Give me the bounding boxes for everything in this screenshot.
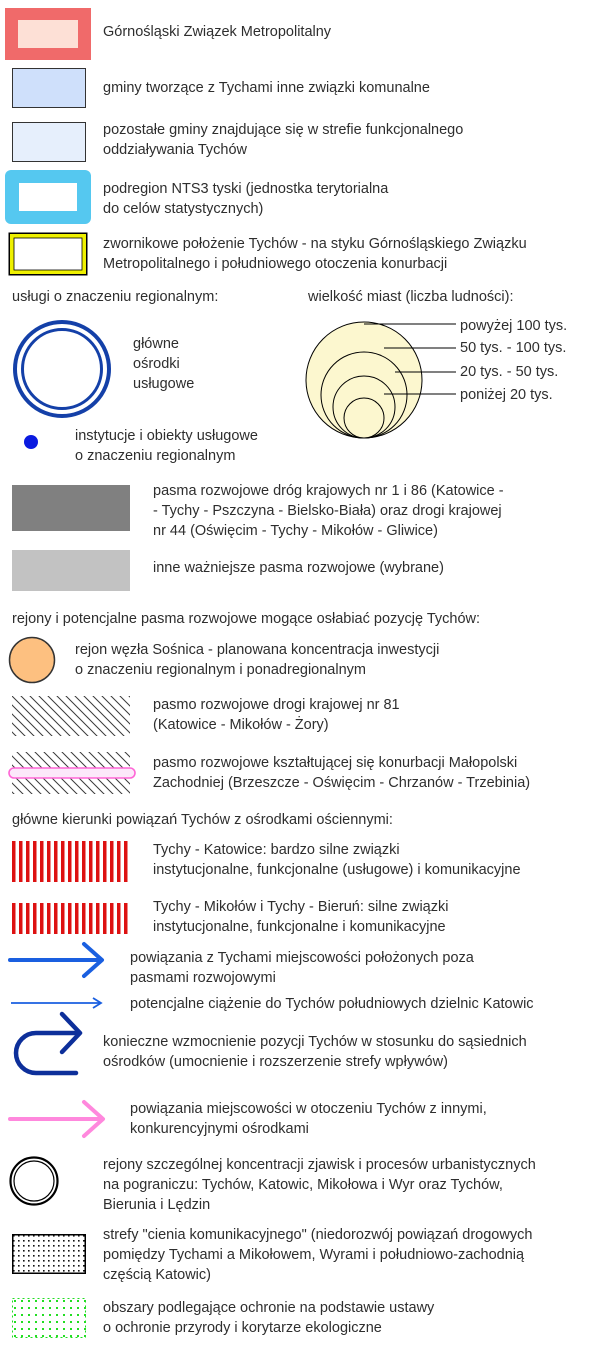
mikolow-stripes-swatch [12, 903, 130, 934]
glowne-osrodki-symbol [10, 317, 114, 421]
wzmocnienie-label-2: ośrodków (umocnienie i rozszerzenie strefy wpływów) [103, 1054, 448, 1070]
zwornikowe-label-2: Metropolitalnego i południowego otoczenia konurbacji [103, 256, 448, 272]
sosnica-label-2: o znaczeniu regionalnym i ponadregionalnym [75, 662, 366, 678]
pozostale-label-2: oddziaływania Tychów [103, 142, 248, 158]
size-label-3: 20 tys. - 50 tys. [460, 364, 559, 380]
size-label-4: poniżej 20 tys. [460, 387, 553, 403]
mikolow-label-1: Tychy - Mikołów i Tychy - Bieruń: silne związki [153, 899, 449, 915]
cien-label-2: pomiędzy Tychami a Mikołowem, Wyrami i południowo-zachodnią [103, 1247, 525, 1263]
pasma-krajowe-swatch [12, 485, 130, 531]
glowne-label-1: główne [133, 336, 179, 352]
katowice-stripes-swatch [12, 841, 130, 882]
size-label-1: powyżej 100 tys. [460, 318, 568, 334]
pink-arrow-icon [8, 1098, 108, 1140]
uslugi-header: usługi o znaczeniu regionalnym: [12, 289, 219, 305]
cien-label-3: częścią Katowic) [103, 1267, 211, 1283]
gzm-swatch [5, 8, 91, 60]
size-label-2: 50 tys. - 100 tys. [460, 340, 567, 356]
ciazenie-label: potencjalne ciążenie do Tychów południowych dzielnic Katowic [130, 996, 534, 1012]
droga81-hatch-swatch [12, 696, 130, 736]
malopolska-label-2: Zachodniej (Brzeszcze - Oświęcim - Chrzanów - Trzebinia) [153, 775, 531, 791]
zwornikowe-swatch [8, 232, 88, 276]
droga81-label-1: pasmo rozwojowe drogi krajowej nr 81 [153, 697, 400, 713]
powiazania-poza-label-2: pasmami rozwojowymi [130, 970, 276, 986]
pozostale-swatch [12, 122, 86, 162]
inne-pasma-swatch [12, 550, 130, 591]
sosnica-symbol [8, 636, 56, 684]
inne-pasma-label: inne ważniejsze pasma rozwojowe (wybrane) [153, 560, 444, 576]
wielkosc-header: wielkość miast (liczba ludności): [308, 289, 514, 305]
u-turn-arrow-icon [8, 1008, 88, 1082]
powiazania-poza-label-1: powiązania z Tychami miejscowości położonych poza [130, 950, 474, 966]
ochrona-label-1: obszary podlegające ochronie na podstawie ustawy [103, 1300, 435, 1316]
katowice-label-1: Tychy - Katowice: bardzo silne związki [153, 842, 400, 858]
sosnica-label-1: rejon węzła Sośnica - planowana koncentracja inwestycji [75, 642, 440, 658]
katowice-label-2: instytucjonalne, funkcjonalne (usługowe) i komunikacyjne [153, 862, 521, 878]
pasma-krajowe-label-2: - Tychy - Pszczyna - Bielsko-Biała) oraz drogi krajowej [153, 503, 502, 519]
instytucje-dot [23, 434, 39, 450]
koncentracja-circle-symbol [8, 1155, 60, 1207]
cien-dots-swatch [12, 1234, 86, 1274]
mikolow-label-2: instytucjonalne, funkcjonalne i komunikacyjne [153, 919, 446, 935]
ochrona-label-2: o ochronie przyrody i korytarze ekologiczne [103, 1320, 382, 1336]
wzmocnienie-label-1: konieczne wzmocnienie pozycji Tychów w stosunku do sąsiednich [103, 1034, 527, 1050]
konkurencyjne-label-1: powiązania miejscowości w otoczeniu Tychów z innymi, [130, 1101, 487, 1117]
gzm-label: Górnośląski Związek Metropolitalny [103, 24, 332, 40]
gminy-label: gminy tworzące z Tychami inne związki komunalne [103, 80, 430, 96]
blue-arrow-large-icon [8, 940, 108, 980]
glowne-label-2: ośrodki [133, 356, 180, 372]
pasma-krajowe-label-1: pasma rozwojowe dróg krajowych nr 1 i 86 (Katowice - [153, 483, 504, 499]
cien-label-1: strefy "cienia komunikacyjnego" (niedorozwój powiązań drogowych [103, 1227, 533, 1243]
zwornikowe-label-1: zwornikowe położenie Tychów - na styku Górnośląskiego Związku [103, 236, 527, 252]
ochrona-green-dots-swatch [12, 1298, 86, 1338]
gminy-swatch [12, 68, 86, 108]
malopolska-swatch [8, 752, 136, 794]
pozostale-label-1: pozostałe gminy znajdujące się w strefie funkcjonalnego [103, 122, 464, 138]
droga81-label-2: (Katowice - Mikołów - Żory) [153, 717, 329, 733]
koncentracja-label-2: na pograniczu: Tychów, Katowic, Mikołowa i Wyr oraz Tychów, [103, 1177, 503, 1193]
pasma-krajowe-label-3: nr 44 (Oświęcim - Tychy - Mikołów - Gliwice) [153, 523, 438, 539]
koncentracja-label-3: Bierunia i Lędzin [103, 1197, 211, 1213]
konkurencyjne-label-2: konkurencyjnymi ośrodkami [130, 1121, 309, 1137]
nts3-label-2: do celów statystycznych) [103, 201, 264, 217]
nts3-swatch [5, 170, 91, 224]
city-size-circles [300, 318, 460, 443]
koncentracja-label-1: rejony szczególnej koncentracji zjawisk i procesów urbanistycznych [103, 1157, 536, 1173]
rejony-header: rejony i potencjalne pasma rozwojowe mogące osłabiać pozycję Tychów: [12, 611, 481, 627]
nts3-label-1: podregion NTS3 tyski (jednostka terytorialna [103, 181, 389, 197]
glowne-label-3: usługowe [133, 376, 195, 392]
malopolska-label-1: pasmo rozwojowe kształtującej się konurbacji Małopolski [153, 755, 518, 771]
kierunki-header: główne kierunki powiązań Tychów z ośrodkami ościennymi: [12, 812, 393, 828]
instytucje-label-1: instytucje i obiekty usługowe [75, 428, 258, 444]
instytucje-label-2: o znaczeniu regionalnym [75, 448, 236, 464]
